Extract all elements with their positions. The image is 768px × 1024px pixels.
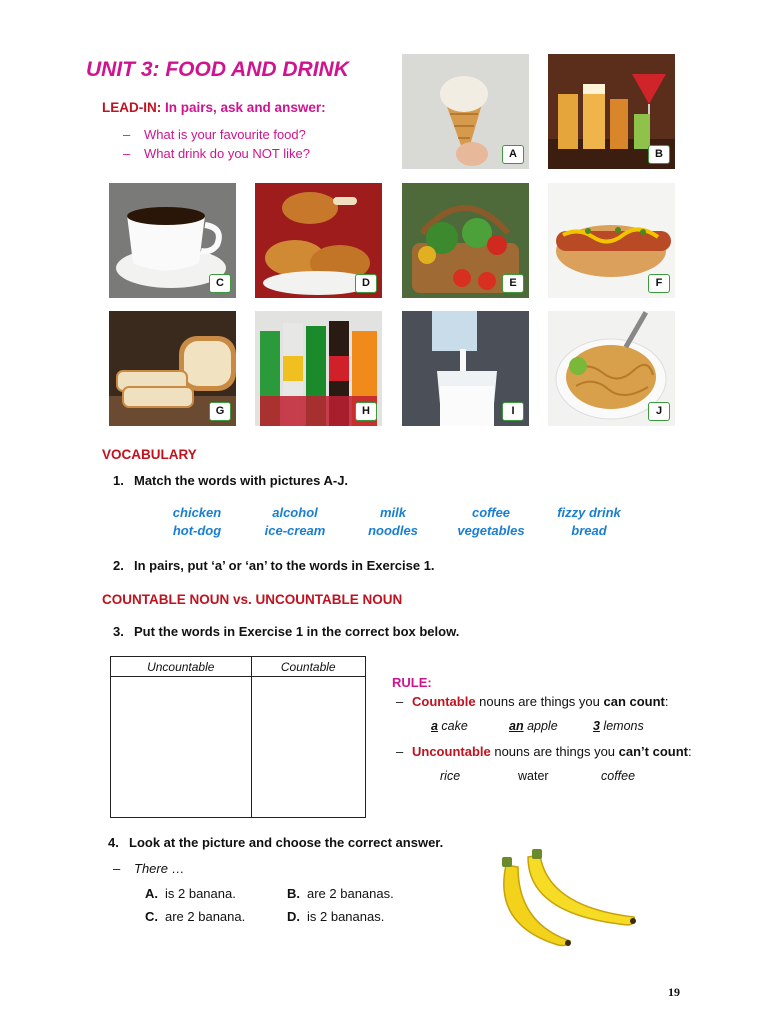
vocabulary-heading: VOCABULARY	[102, 447, 197, 462]
sorting-table	[110, 656, 366, 818]
rule-uncountable: – Uncountable nouns are things you can’t count:	[396, 744, 692, 759]
option-a[interactable]: A. is 2 banana.	[145, 886, 236, 901]
picture-letter: C	[209, 274, 231, 293]
uncountable-box[interactable]	[111, 677, 252, 818]
fried-chicken-icon	[255, 183, 382, 298]
table-header-countable: Countable	[251, 657, 365, 677]
picture-letter: H	[355, 402, 377, 421]
vocab-word: milk	[379, 505, 406, 520]
table-header-uncountable: Uncountable	[111, 657, 252, 677]
picture-letter: D	[355, 274, 377, 293]
vocab-word: chicken	[172, 505, 222, 520]
vocab-word: ice-cream	[264, 523, 326, 538]
lead-in-question: – What is your favourite food?	[123, 127, 306, 142]
rule-countable: – Countable nouns are things you can count:	[396, 694, 669, 709]
picture-letter: J	[648, 402, 670, 421]
page-number: 19	[668, 985, 680, 999]
coffee-cup-icon	[109, 183, 236, 298]
countable-heading: COUNTABLE NOUN vs. UNCOUNTABLE NOUN	[102, 592, 403, 607]
rule-example: 3 lemons	[593, 719, 644, 733]
lead-in-question: – What drink do you NOT like?	[123, 146, 310, 161]
rule-example: a cake	[431, 719, 468, 733]
vocab-word: coffee	[471, 505, 511, 520]
hot-dog-icon	[548, 183, 675, 298]
drinks-icon	[548, 54, 675, 169]
banana-icon	[488, 845, 648, 960]
picture-letter: G	[209, 402, 231, 421]
vocab-word: alcohol	[272, 505, 318, 520]
ice-cream-icon	[402, 54, 529, 169]
exercise-4: 4. Look at the picture and choose the correct answer.	[108, 835, 444, 850]
vocab-word: bread	[571, 523, 607, 538]
rule-example: rice	[440, 769, 461, 783]
milk-icon	[402, 311, 529, 426]
option-d[interactable]: D. is 2 bananas.	[287, 909, 385, 924]
exercise-3: 3. Put the words in Exercise 1 in the correct box below.	[113, 624, 460, 639]
bread-icon	[109, 311, 236, 426]
option-c[interactable]: C. are 2 banana.	[145, 909, 246, 924]
option-b[interactable]: B. are 2 bananas.	[287, 886, 394, 901]
question-stem: – There …	[113, 861, 185, 876]
lead-in	[102, 100, 326, 115]
lead-in-label: LEAD-IN:	[102, 100, 162, 115]
picture-letter: E	[502, 274, 524, 293]
rule-example: an apple	[509, 719, 558, 733]
vocab-word: noodles	[368, 523, 418, 538]
vocab-word: hot-dog	[172, 523, 222, 538]
picture-letter: F	[648, 274, 670, 293]
rule-example: coffee	[601, 769, 636, 783]
exercise-1: 1. Match the words with pictures A-J.	[113, 473, 349, 488]
noodles-icon	[548, 311, 675, 426]
fizzy-drink-bottles-icon	[255, 311, 382, 426]
rule-label: RULE:	[392, 675, 432, 690]
vegetable-basket-icon	[402, 183, 529, 298]
page-title: UNIT 3: FOOD AND DRINK	[86, 58, 349, 81]
picture-letter: B	[648, 145, 670, 164]
countable-box[interactable]	[251, 677, 365, 818]
picture-letter: I	[502, 402, 524, 421]
vocab-word: vegetables	[457, 523, 525, 538]
rule-example: water	[518, 769, 549, 783]
vocab-word: fizzy drink	[557, 505, 621, 520]
exercise-2: 2. In pairs, put ‘a’ or ‘an’ to the words in Exercise 1.	[113, 558, 435, 573]
picture-letter: A	[502, 145, 524, 164]
lead-in-instruction: In pairs, ask and answer:	[165, 100, 326, 115]
